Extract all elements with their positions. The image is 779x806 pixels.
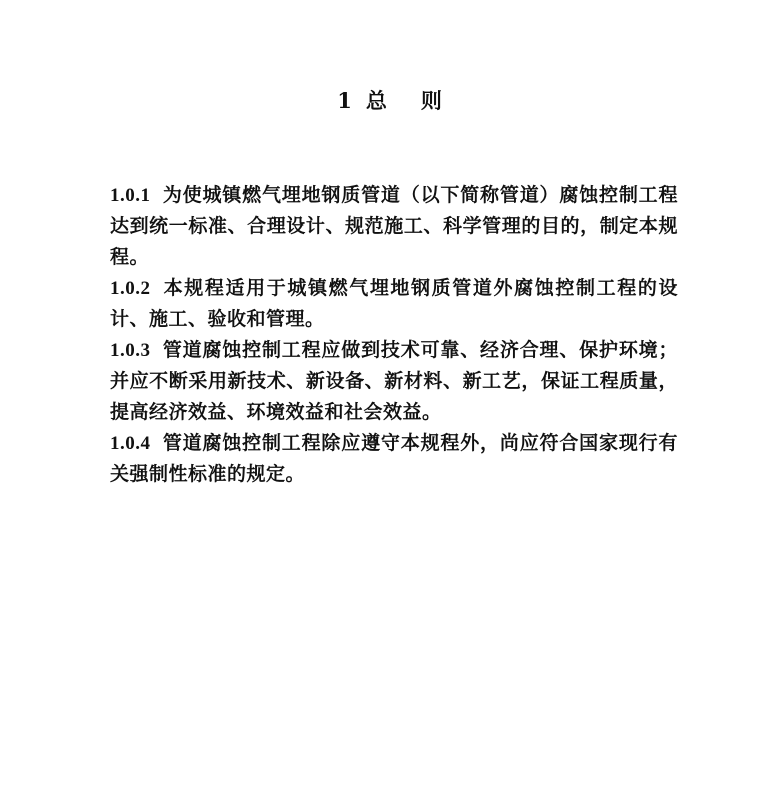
clause-number: 1.0.3: [110, 340, 151, 361]
clause-text: 管道腐蚀控制工程除应遵守本规程外，尚应符合国家现行有关强制性标准的规定。: [110, 432, 678, 485]
clause-number: 1.0.4: [110, 433, 151, 454]
clause-number: 1.0.1: [110, 185, 151, 206]
clause-1-0-2: [110, 273, 678, 335]
chapter-title: [0, 86, 779, 116]
chapter-title-char-1: 总: [365, 88, 387, 113]
clause-list: [110, 180, 678, 490]
clause-1-0-3: [110, 335, 678, 428]
clause-text: 为使城镇燃气埋地钢质管道（以下简称管道）腐蚀控制工程达到统一标准、合理设计、规范施工、科学管理的目的，制定本规程。: [110, 184, 678, 268]
chapter-title-char-2: 则: [420, 88, 442, 113]
clause-1-0-1: [110, 180, 678, 273]
clause-number: 1.0.2: [110, 278, 151, 299]
clause-text: 管道腐蚀控制工程应做到技术可靠、经济合理、保护环境；并应不断采用新技术、新设备、新材料、新工艺，保证工程质量，提高经济效益、环境效益和社会效益。: [110, 339, 678, 423]
clause-text: 本规程适用于城镇燃气埋地钢质管道外腐蚀控制工程的设计、施工、验收和管理。: [110, 277, 678, 330]
clause-1-0-4: [110, 428, 678, 490]
chapter-number: 1: [337, 88, 352, 113]
